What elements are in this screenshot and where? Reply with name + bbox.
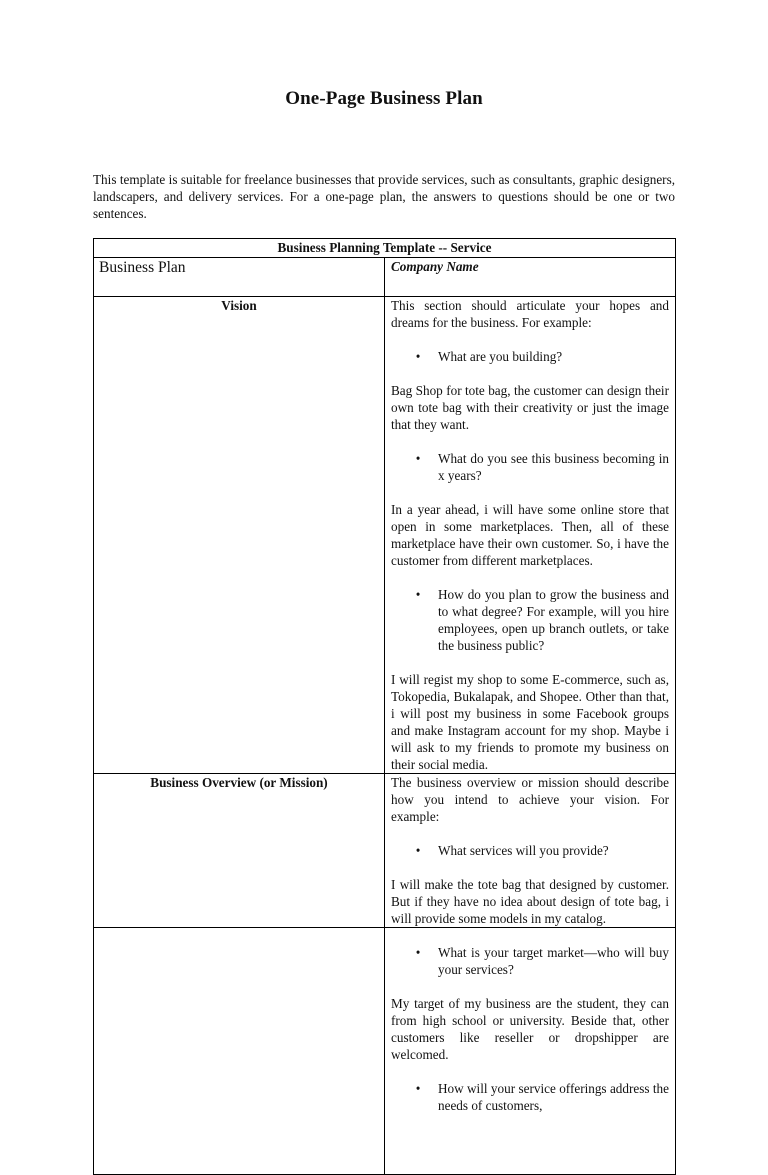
overview-answer-2: My target of my business are the student, they can from high school or university. Beside that, other customers like reseller or dropshipper are welcomed. <box>391 996 669 1062</box>
overview-question-3: How will your service offerings address the needs of customers, <box>438 1081 669 1113</box>
list-item <box>391 586 669 654</box>
intro-paragraph: This template is suitable for freelance businesses that provide services, such as consultants, graphic designers, landscapers, and delivery services. For a one-page plan, the answers to questions should be one or two sentences. <box>93 172 675 221</box>
bullet-icon: • <box>415 587 421 602</box>
list-item <box>391 944 669 978</box>
bullet-icon: • <box>415 349 421 364</box>
business-planning-table <box>93 238 676 1175</box>
table-header-row <box>94 239 676 258</box>
vision-question-3: How do you plan to grow the business and to what degree? For example, will you hire employees, open up branch outlets, or take the business public? <box>438 587 669 653</box>
bullet-icon: • <box>415 1081 421 1096</box>
table-header: Business Planning Template -- Service <box>94 239 676 258</box>
vision-content <box>385 297 676 774</box>
vision-answer-2: In a year ahead, i will have some online store that open in some marketplaces. Then, all of these marketplace have their own customer. So, i have the customer from different marketplaces. <box>391 502 669 568</box>
list-item <box>391 450 669 484</box>
list-item <box>391 842 669 859</box>
overview-label: Business Overview (or Mission) <box>94 774 385 1175</box>
vision-row <box>94 297 676 774</box>
bullet-icon: • <box>415 843 421 858</box>
vision-answer-3: I will regist my shop to some E-commerce, such as, Tokopedia, Bukalapak, and Shopee. Other than that, i will post my business in some Facebook groups and make Instagram account for my shop. Maybe i will ask to my friends to promote my business on their social media. <box>391 672 669 772</box>
overview-answer-1: I will make the tote bag that designed by customer. But if they have no idea about design of tote bag, i will provide some models in my catalog. <box>391 877 669 926</box>
company-name: Company Name <box>391 259 479 274</box>
bullet-icon: • <box>415 945 421 960</box>
overview-row <box>94 774 676 1175</box>
overview-question-1: What services will you provide? <box>438 843 609 858</box>
list-item <box>391 348 669 365</box>
page-title: One-Page Business Plan <box>285 88 483 109</box>
list-item <box>391 1080 669 1114</box>
vision-intro: This section should articulate your hopes and dreams for the business. For example: <box>391 298 669 330</box>
vision-answer-1: Bag Shop for tote bag, the customer can design their own tote bag with their creativity or just the image that they want. <box>391 383 669 432</box>
business-plan-label: Business Plan <box>94 258 385 297</box>
bullet-icon: • <box>415 451 421 466</box>
vision-label: Vision <box>94 297 385 774</box>
company-row <box>94 258 676 297</box>
overview-content <box>385 774 676 1175</box>
overview-intro: The business overview or mission should describe how you intend to achieve your vision. For example: <box>391 775 669 824</box>
table-bottom-border <box>93 927 676 928</box>
overview-question-2: What is your target market—who will buy your services? <box>438 945 669 977</box>
vision-question-1: What are you building? <box>438 349 563 364</box>
company-name-cell <box>385 258 676 297</box>
vision-question-2: What do you see this business becoming in x years? <box>438 451 669 483</box>
table-viewport <box>93 238 677 1113</box>
